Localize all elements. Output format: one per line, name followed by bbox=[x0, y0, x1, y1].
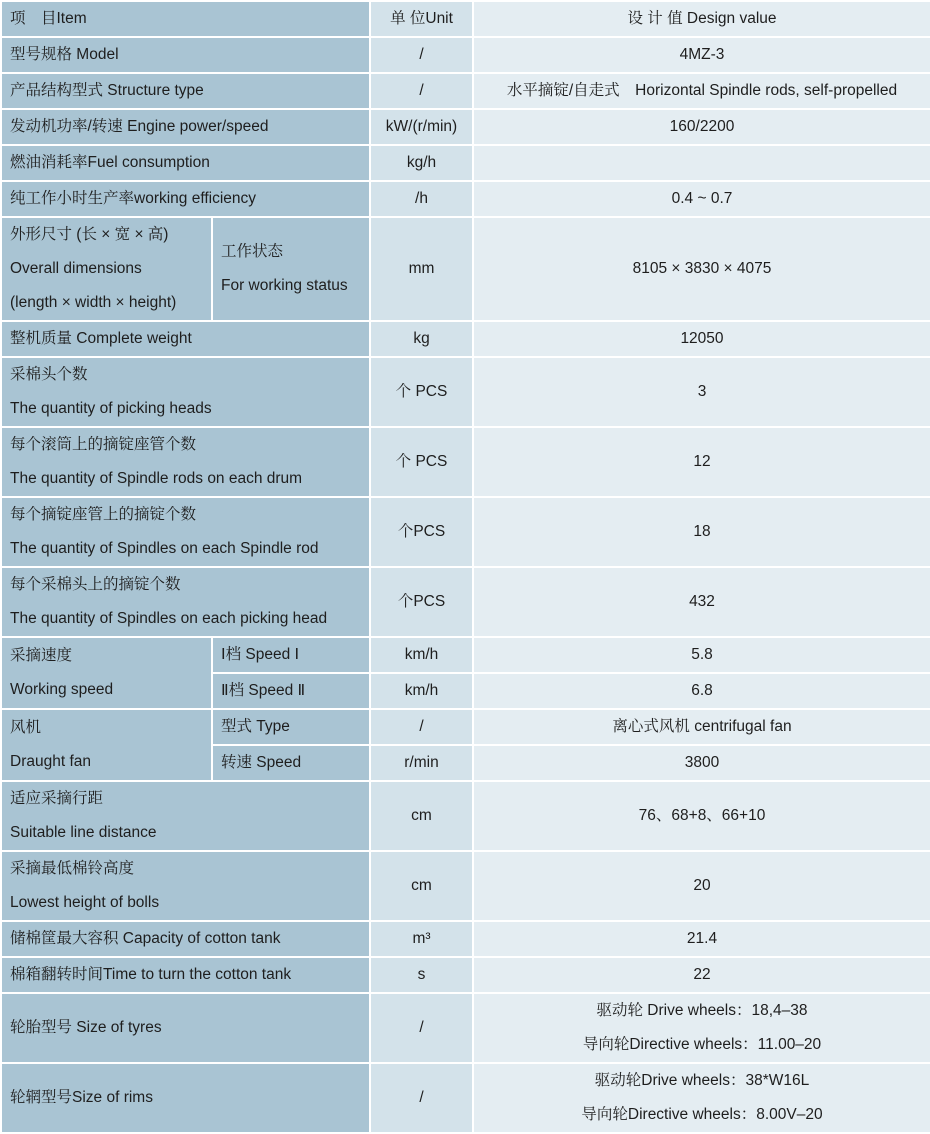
row-unit: kg/h bbox=[370, 145, 473, 181]
row-unit: 个PCS bbox=[370, 497, 473, 567]
row-label: 产品结构型式 Structure type bbox=[1, 73, 370, 109]
row-label bbox=[1, 851, 370, 921]
row-label bbox=[1, 357, 370, 427]
row-unit: / bbox=[370, 1063, 473, 1133]
row-unit: / bbox=[370, 993, 473, 1063]
row-unit: km/h bbox=[370, 637, 473, 673]
header-row bbox=[1, 1, 930, 37]
table-row bbox=[1, 357, 930, 427]
row-label bbox=[1, 427, 370, 497]
header-unit: 单 位Unit bbox=[370, 1, 473, 37]
row-label: 轮辋型号Size of rims bbox=[1, 1063, 370, 1133]
row-unit: / bbox=[370, 73, 473, 109]
table-row bbox=[1, 217, 930, 321]
row-unit: r/min bbox=[370, 745, 473, 781]
label-line: Suitable line distance bbox=[10, 824, 157, 841]
row-value bbox=[473, 145, 930, 181]
row-value: 5.8 bbox=[473, 637, 930, 673]
label-line: 采棉头个数 bbox=[10, 366, 88, 383]
sublabel-line: For working status bbox=[221, 277, 348, 294]
row-value: 4MZ-3 bbox=[473, 37, 930, 73]
row-unit: / bbox=[370, 37, 473, 73]
row-unit: cm bbox=[370, 781, 473, 851]
label-line: 采摘速度 bbox=[10, 647, 73, 664]
row-sublabel: 转速 Speed bbox=[212, 745, 370, 781]
table-row bbox=[1, 1063, 930, 1133]
row-unit: kW/(r/min) bbox=[370, 109, 473, 145]
row-unit: 个 PCS bbox=[370, 427, 473, 497]
label-line: 每个滚筒上的摘锭座管个数 bbox=[10, 436, 197, 453]
table-row bbox=[1, 957, 930, 993]
row-unit: s bbox=[370, 957, 473, 993]
label-line: 外形尺寸 (长 × 宽 × 高) bbox=[10, 226, 169, 243]
row-sublabel: 型式 Type bbox=[212, 709, 370, 745]
label-line: Overall dimensions bbox=[10, 260, 142, 277]
row-value: 3 bbox=[473, 357, 930, 427]
row-value: 76、68+8、66+10 bbox=[473, 781, 930, 851]
row-unit: 个PCS bbox=[370, 567, 473, 637]
row-label bbox=[1, 217, 212, 321]
row-value: 6.8 bbox=[473, 673, 930, 709]
row-label: 纯工作小时生产率working efficiency bbox=[1, 181, 370, 217]
header-item: 项 目Item bbox=[1, 1, 370, 37]
row-label: 发动机功率/转速 Engine power/speed bbox=[1, 109, 370, 145]
row-value: 432 bbox=[473, 567, 930, 637]
label-line: 每个摘锭座管上的摘锭个数 bbox=[10, 506, 197, 523]
row-value: 160/2200 bbox=[473, 109, 930, 145]
table-row bbox=[1, 851, 930, 921]
row-value: 12050 bbox=[473, 321, 930, 357]
row-label: 整机质量 Complete weight bbox=[1, 321, 370, 357]
row-sublabel: Ⅰ档 Speed Ⅰ bbox=[212, 637, 370, 673]
row-value: 3800 bbox=[473, 745, 930, 781]
table-row bbox=[1, 37, 930, 73]
table-row bbox=[1, 321, 930, 357]
row-value: 水平摘锭/自走式 Horizontal Spindle rods, self-propelled bbox=[473, 73, 930, 109]
table-row bbox=[1, 497, 930, 567]
row-value: 22 bbox=[473, 957, 930, 993]
table-row bbox=[1, 921, 930, 957]
row-sublabel bbox=[212, 217, 370, 321]
value-line: 导向轮Directive wheels：11.00–20 bbox=[582, 1036, 822, 1053]
row-value: 18 bbox=[473, 497, 930, 567]
row-unit: m³ bbox=[370, 921, 473, 957]
label-line: The quantity of Spindles on each picking head bbox=[10, 610, 328, 627]
label-line: 风机 bbox=[10, 719, 42, 736]
row-label: 型号规格 Model bbox=[1, 37, 370, 73]
table-row bbox=[1, 109, 930, 145]
row-sublabel: Ⅱ档 Speed Ⅱ bbox=[212, 673, 370, 709]
row-unit: kg bbox=[370, 321, 473, 357]
row-unit: mm bbox=[370, 217, 473, 321]
row-unit: cm bbox=[370, 851, 473, 921]
row-label: 棉箱翻转时间Time to turn the cotton tank bbox=[1, 957, 370, 993]
table-row bbox=[1, 709, 930, 745]
label-line: The quantity of Spindles on each Spindle rod bbox=[10, 540, 319, 557]
label-line: Lowest height of bolls bbox=[10, 894, 160, 911]
table-row bbox=[1, 181, 930, 217]
label-line: Draught fan bbox=[10, 753, 91, 770]
table-row bbox=[1, 781, 930, 851]
row-value: 12 bbox=[473, 427, 930, 497]
label-line: (length × width × height) bbox=[10, 294, 177, 311]
row-label bbox=[1, 567, 370, 637]
row-value: 21.4 bbox=[473, 921, 930, 957]
row-value: 20 bbox=[473, 851, 930, 921]
sublabel-line: 工作状态 bbox=[221, 243, 284, 260]
label-line: 采摘最低棉铃高度 bbox=[10, 860, 135, 877]
table-row bbox=[1, 145, 930, 181]
value-line: 驱动轮 Drive wheels：18,4–38 bbox=[596, 1002, 808, 1019]
label-line: The quantity of picking heads bbox=[10, 400, 212, 417]
value-line: 驱动轮Drive wheels：38*W16L bbox=[594, 1072, 810, 1089]
table-row bbox=[1, 637, 930, 673]
row-value: 离心式风机 centrifugal fan bbox=[473, 709, 930, 745]
row-label bbox=[1, 709, 212, 781]
row-unit: / bbox=[370, 709, 473, 745]
label-line: Working speed bbox=[10, 681, 114, 698]
row-label: 燃油消耗率Fuel consumption bbox=[1, 145, 370, 181]
row-unit: 个 PCS bbox=[370, 357, 473, 427]
row-value bbox=[473, 993, 930, 1063]
header-value: 设 计 值 Design value bbox=[473, 1, 930, 37]
row-value bbox=[473, 1063, 930, 1133]
row-label: 储棉筐最大容积 Capacity of cotton tank bbox=[1, 921, 370, 957]
row-label bbox=[1, 781, 370, 851]
row-label bbox=[1, 497, 370, 567]
table-row bbox=[1, 427, 930, 497]
table-row bbox=[1, 73, 930, 109]
row-value: 8105 × 3830 × 4075 bbox=[473, 217, 930, 321]
row-label: 轮胎型号 Size of tyres bbox=[1, 993, 370, 1063]
row-unit: km/h bbox=[370, 673, 473, 709]
label-line: The quantity of Spindle rods on each drum bbox=[10, 470, 303, 487]
table-row bbox=[1, 567, 930, 637]
row-value: 0.4 ~ 0.7 bbox=[473, 181, 930, 217]
value-line: 导向轮Directive wheels：8.00V–20 bbox=[581, 1106, 823, 1123]
row-label bbox=[1, 637, 212, 709]
row-unit: /h bbox=[370, 181, 473, 217]
label-line: 适应采摘行距 bbox=[10, 790, 104, 807]
label-line: 每个采棉头上的摘锭个数 bbox=[10, 576, 181, 593]
table-row bbox=[1, 993, 930, 1063]
